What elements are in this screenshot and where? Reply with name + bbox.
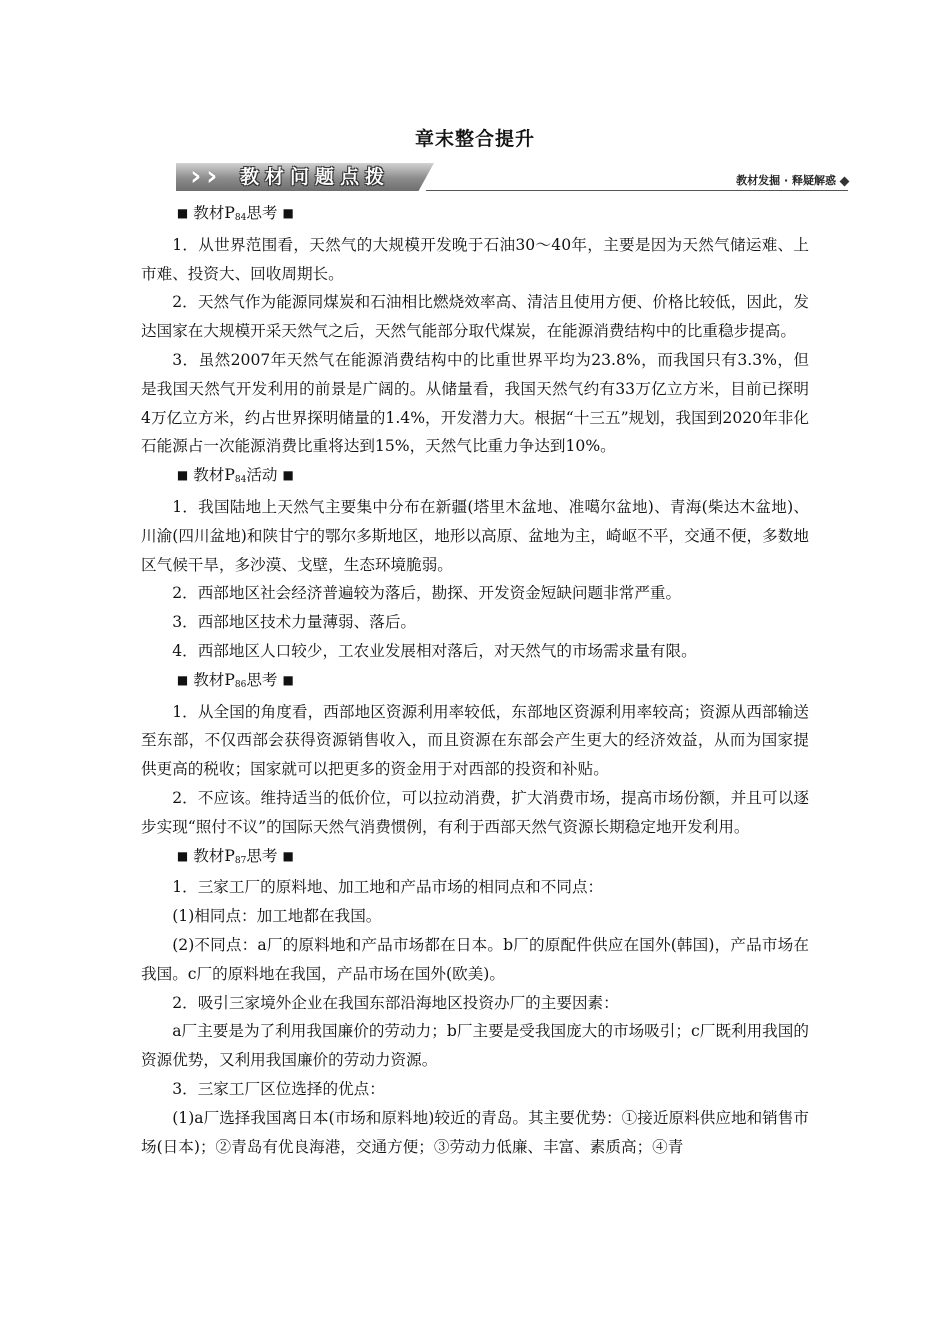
heading-suffix: 思考 [246, 204, 278, 222]
square-bullet-icon: ■ [176, 468, 189, 483]
paragraph: 2．西部地区社会经济普遍较为落后，勘探、开发资金短缺问题非常严重。 [172, 584, 682, 603]
heading-text: 教材P [193, 204, 235, 222]
heading-suffix: 活动 [246, 466, 278, 485]
heading-text: 教材P [193, 846, 235, 865]
paragraph: 2．不应该。维持适当的低价位，可以拉动消费，扩大消费市场，提高市场份额，并且可以逐步实现“照付不议”的国际天然气消费惯例，有利于西部天然气资源长期稳定地开发利用。 [141, 788, 809, 836]
section-banner [176, 161, 848, 193]
heading-page: 87 [234, 855, 247, 866]
paragraph: (1)相同点：加工地都在我国。 [172, 907, 382, 926]
paragraph: 4．西部地区人口较少，工农业发展相对落后，对天然气的市场需求量有限。 [172, 641, 697, 660]
square-bullet-icon: ■ [282, 848, 294, 863]
paragraph: 3．三家工厂区位选择的优点： [172, 1079, 385, 1098]
paragraph: 1．从世界范围看，天然气的大规模开发晚于石油30～40年，主要是因为天然气储运难、上市难、投资大、回收周期长。 [141, 235, 809, 283]
banner-subtitle: 教材发掘 · 释疑解惑 [736, 174, 836, 187]
section-heading [141, 461, 809, 493]
page-title: 章末整合提升 [414, 128, 535, 150]
paragraph: 1．三家工厂的原料地、加工地和产品市场的相同点和不同点： [172, 878, 604, 897]
heading-page: 86 [234, 679, 247, 690]
paragraph: (1)a厂选择我国离日本(市场和原料地)较近的青岛。其主要优势：①接近原料供应地和销售市场(日本)；②青岛有优良海港，交通方便；③劳动力低廉、丰富、素质高；④青 [141, 1108, 809, 1156]
paragraph: 3．西部地区技术力量薄弱、落后。 [172, 613, 417, 632]
diamond-icon [840, 177, 850, 187]
paragraph: 1．我国陆地上天然气主要集中分布在新疆(塔里木盆地、准噶尔盆地)、青海(柴达木盆地)、川渝(四川盆地)和陕甘宁的鄂尔多斯地区，地形以高原、盆地为主，崎岖不平，交通不便，多数地区气候干旱，多沙漠、戈壁，生态环境脆弱。 [141, 497, 809, 574]
banner-label: 教材问题点拨 [240, 166, 391, 188]
square-bullet-icon: ■ [176, 672, 189, 687]
heading-suffix: 思考 [246, 670, 278, 689]
square-bullet-icon: ■ [176, 206, 189, 220]
paragraph: (2)不同点：a厂的原料地和产品市场都在日本。b厂的原配件供应在国外(韩国)，产品市场在我国。c厂的原料地在我国，产品市场在国外(欧美)。 [141, 935, 809, 983]
banner-rule [426, 190, 848, 191]
section-heading [141, 199, 809, 231]
paragraph: a厂主要是为了利用我国廉价的劳动力；b厂主要是受我国庞大的市场吸引；c厂既利用我国的资源优势，又利用我国廉价的劳动力资源。 [141, 1022, 809, 1070]
chevron-right-icon: › [206, 159, 218, 192]
content-body [141, 199, 809, 1161]
square-bullet-icon: ■ [282, 672, 294, 687]
chevron-right-icon: › [190, 159, 202, 192]
square-bullet-icon: ■ [176, 848, 189, 863]
paragraph: 2．吸引三家境外企业在我国东部沿海地区投资办厂的主要因素： [172, 993, 619, 1012]
section-heading [141, 666, 809, 698]
paragraph: 2．天然气作为能源同煤炭和石油相比燃烧效率高、清洁且使用方便、价格比较低，因此，发达国家在大规模开采天然气之后，天然气能部分取代煤炭，在能源消费结构中的比重稳步提高。 [141, 293, 809, 341]
heading-page: 84 [234, 475, 247, 486]
heading-text: 教材P [193, 466, 235, 485]
paragraph: 1．从全国的角度看，西部地区资源利用率较低，东部地区资源利用率较高；资源从西部输送至东部，不仅西部会获得资源销售收入，而且资源在东部会产生更大的经济效益，从而为国家提供更高的税收；国家就可以把更多的资金用于对西部的投资和补贴。 [141, 702, 809, 779]
heading-text: 教材P [193, 670, 235, 689]
square-bullet-icon: ■ [282, 468, 294, 483]
section-heading [141, 842, 809, 874]
heading-suffix: 思考 [246, 846, 278, 865]
heading-page: 84 [234, 213, 247, 223]
paragraph: 3．虽然2007年天然气在能源消费结构中的比重世界平均为23.8%，而我国只有3.3%，但是我国天然气开发利用的前景是广阔的。从储量看，我国天然气约有33万亿立方米，目前已探明4万亿立方米，约占世界探明储量的1.4%，开发潜力大。根据“十三五”规划，我国到2020年非化石能源占一次能源消费比重将达到15%，天然气比重力争达到10%。 [141, 350, 809, 456]
square-bullet-icon: ■ [282, 206, 294, 220]
